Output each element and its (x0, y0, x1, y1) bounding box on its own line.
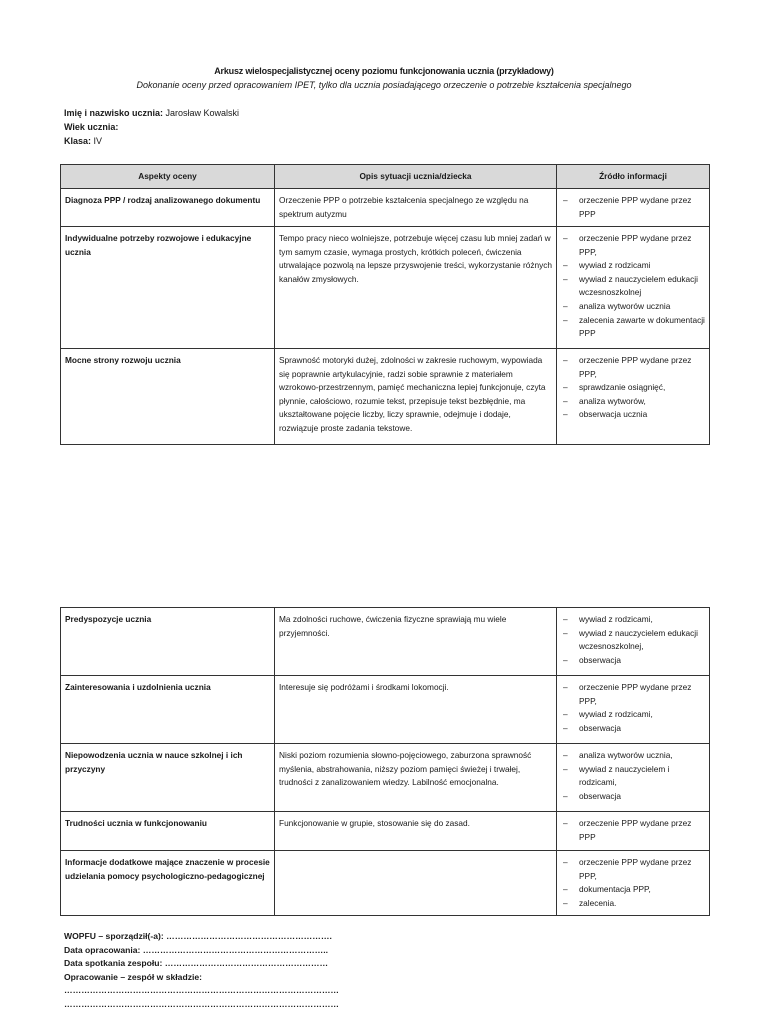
assessment-table-top (60, 164, 710, 445)
source-item: – analiza wytworów ucznia, (561, 749, 705, 763)
source-item: – wywiad z rodzicami, (561, 613, 705, 627)
footer-signatures (64, 930, 339, 1012)
source-item: – zalecenia. (561, 897, 705, 911)
source-item: – wywiad z nauczycielem i rodzicami, (561, 763, 705, 790)
student-age-line (64, 120, 118, 134)
row-aspect: Trudności ucznia w funkcjonowaniu (61, 812, 275, 851)
source-item: – obserwacja (561, 790, 705, 804)
row-description: Niski poziom rozumienia słowno-pojęciowego, zaburzona sprawność myślenia, abstrahowania, niższy poziom pamięci świeżej i trwałej, trudności z zanalizowaniem wiedzy. Labilność emocjonalna. (275, 744, 557, 812)
table-row (61, 608, 710, 676)
header-description: Opis sytuacji ucznia/dziecka (275, 165, 557, 189)
table-header-row (61, 165, 710, 189)
row-aspect: Informacje dodatkowe mające znaczenie w procesie udzielania pomocy psychologiczno-pedagogicznej (61, 851, 275, 916)
student-name-label: Imię i nazwisko ucznia: (64, 108, 164, 118)
row-sources (557, 851, 710, 916)
row-sources (557, 349, 710, 445)
footer-prepared-date: Data opracowania: ……………………………………………………….. (64, 944, 329, 955)
row-description (275, 851, 557, 916)
footer-team-line: …………………………………………………………………………………… (64, 985, 339, 996)
table-row (61, 744, 710, 812)
header-aspects: Aspekty oceny (61, 165, 275, 189)
student-class-label: Klasa: (64, 136, 92, 146)
assessment-table-bottom (60, 607, 710, 916)
row-description: Orzeczenie PPP o potrzebie kształcenia specjalnego ze względu na spektrum autyzmu (275, 189, 557, 227)
source-item: – zalecenia zawarte w dokumentacji PPP (561, 314, 705, 341)
footer-meeting-date: Data spotkania zespołu: ………………………………………………… (64, 958, 329, 969)
source-item: – orzeczenie PPP wydane przez PPP, (561, 856, 705, 883)
source-item: – wywiad z rodzicami, (561, 708, 705, 722)
row-description: Funkcjonowanie w grupie, stosowanie się do zasad. (275, 812, 557, 851)
row-sources (557, 812, 710, 851)
table-row (61, 812, 710, 851)
student-age-label: Wiek ucznia: (64, 122, 119, 132)
footer-team-line: …………………………………………………………………………………… (64, 998, 339, 1009)
source-item: – wywiad z nauczycielem edukacji wczesnoszkolnej (561, 273, 705, 300)
student-class-value: IV (91, 136, 103, 146)
footer-team-label: Opracowanie – zespół w składzie: (64, 971, 203, 982)
document-subtitle: Dokonanie oceny przed opracowaniem IPET, tylko dla ucznia posiadającego orzeczenie o potrzebie kształcenia specjalnego (136, 80, 632, 90)
source-item: – orzeczenie PPP wydane przez PPP, (561, 232, 705, 259)
row-sources (557, 744, 710, 812)
row-aspect: Predyspozycje ucznia (61, 608, 275, 676)
row-sources (557, 189, 710, 227)
footer-prepared-by: WOPFU – sporządził(-a): …………………………………………………. (64, 931, 332, 941)
student-name-line (64, 106, 239, 120)
source-item: – wywiad z nauczycielem edukacji wczesnoszkolnej, (561, 627, 705, 654)
source-item: – orzeczenie PPP wydane przez PPP, (561, 354, 705, 381)
row-aspect: Mocne strony rozwoju ucznia (61, 349, 275, 445)
document-title: Arkusz wielospecjalistycznej oceny poziomu funkcjonowania ucznia (przykładowy) (214, 66, 554, 76)
table-row (61, 676, 710, 744)
row-description: Tempo pracy nieco wolniejsze, potrzebuje więcej czasu lub mniej zadań w tym samym czasie, wymaga prostych, krótkich poleceń, ćwiczenia utrwalające pozwolą na lepsze przyswojenie treści, wykorzystanie różnych kanałów zmysłowych. (275, 227, 557, 349)
source-item: – dokumentacja PPP, (561, 883, 705, 897)
source-item: – wywiad z rodzicami (561, 259, 705, 273)
table-row (61, 227, 710, 349)
row-sources (557, 676, 710, 744)
source-item: – orzeczenie PPP wydane przez PPP (561, 817, 705, 844)
table-row (61, 189, 710, 227)
row-sources (557, 227, 710, 349)
source-item: – analiza wytworów ucznia (561, 300, 705, 314)
source-item: – sprawdzanie osiągnięć, (561, 381, 705, 395)
row-sources (557, 608, 710, 676)
source-item: – analiza wytworów, (561, 395, 705, 409)
row-aspect: Diagnoza PPP / rodzaj analizowanego dokumentu (61, 189, 275, 227)
header-source: Źródło informacji (557, 165, 710, 189)
source-item: – obserwacja ucznia (561, 408, 705, 422)
source-item: – orzeczenie PPP wydane przez PPP, (561, 681, 705, 708)
row-aspect: Indywidualne potrzeby rozwojowe i edukacyjne ucznia (61, 227, 275, 349)
row-aspect: Zainteresowania i uzdolnienia ucznia (61, 676, 275, 744)
row-description: Sprawność motoryki dużej, zdolności w zakresie ruchowym, wypowiada się poprawnie artykulacyjnie, radzi sobie sprawnie z materiałem wzrokowo-przestrzennym, pamięć mechaniczna lepiej funkcjonuje, czyta płynnie, całościowo, rozumie tekst, przepisuje tekst bezbłędnie, ma ukształtowane pojęcie liczby, liczy sprawnie, odejmuje i dodaje, rozwiązuje proste zadania tekstowe. (275, 349, 557, 445)
table-row (61, 851, 710, 916)
row-aspect: Niepowodzenia ucznia w nauce szkolnej i ich przyczyny (61, 744, 275, 812)
row-description: Interesuje się podróżami i środkami lokomocji. (275, 676, 557, 744)
student-name-value: Jarosław Kowalski (163, 108, 240, 118)
student-class-line (64, 134, 102, 148)
source-item: – orzeczenie PPP wydane przez PPP (561, 194, 705, 221)
row-description: Ma zdolności ruchowe, ćwiczenia fizyczne sprawiają mu wiele przyjemności. (275, 608, 557, 676)
source-item: – obserwacja (561, 722, 705, 736)
table-row (61, 349, 710, 445)
source-item: – obserwacja (561, 654, 705, 668)
